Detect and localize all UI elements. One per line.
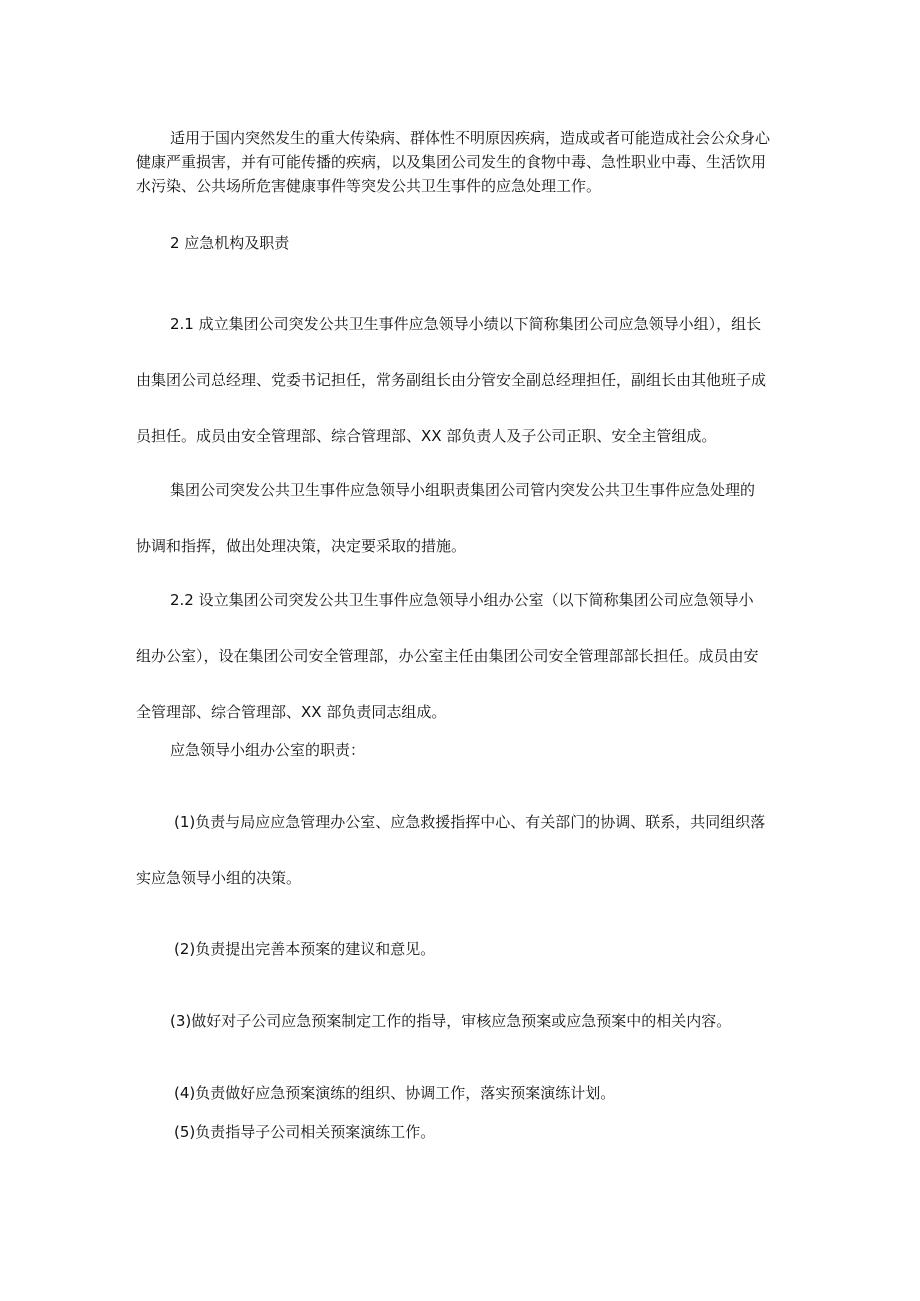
duty-item-1	[136, 794, 786, 906]
group-duty-line-1: 集团公司突发公共卫生事件应急领导小组职责集团公司管内突发公共卫生事件应急处理的	[170, 481, 756, 499]
section-2-1-paragraph	[136, 296, 786, 464]
group-duty-paragraph	[136, 462, 786, 574]
duty-item-4: (4)负责做好应急预案演练的组织、协调工作，落实预案演练计划。	[174, 1084, 616, 1102]
section-heading: 2 应急机构及职责	[170, 234, 290, 252]
scope-paragraph	[136, 126, 786, 198]
group-duty-line-2: 协调和指挥，做出处理决策，决定要采取的措施。	[136, 537, 467, 555]
duty-item-5: (5)负责指导子公司相关预案演练工作。	[174, 1123, 436, 1141]
section-2-1-line-2: 由集团公司总经理、党委书记担任，常务副组长由分管安全副总经理担任，副组长由其他班子成	[136, 371, 767, 389]
section-2-2-line-2: 组办公室），设在集团公司安全管理部，办公室主任由集团公司安全管理部部长担任。成员由安	[136, 647, 759, 665]
duty-item-3: (3)做好对子公司应急预案制定工作的指导，审核应急预案或应急预案中的相关内容。	[170, 1012, 732, 1030]
scope-line-1: 适用于国内突然发生的重大传染病、群体性不明原因疾病，造成或者可能造成社会公众身心	[170, 129, 771, 147]
duty-item-1-line-1: (1)负责与局应应急管理办公室、应急救援指挥中心、有关部门的协调、联系，共同组织落	[174, 813, 766, 831]
section-2-1-line-3: 员担任。成员由安全管理部、综合管理部、XX 部负责人及子公司正职、安全主管组成。	[136, 427, 717, 445]
scope-line-2: 健康严重损害，并有可能传播的疾病，以及集团公司发生的食物中毒、急性职业中毒、生活饮用	[136, 153, 767, 171]
section-2-2-paragraph	[136, 572, 786, 740]
scope-line-3: 水污染、公共场所危害健康事件等突发公共卫生事件的应急处理工作。	[136, 177, 602, 195]
section-2-2-line-1: 2.2 设立集团公司突发公共卫生事件应急领导小组办公室（以下简称集团公司应急领导小	[170, 591, 754, 609]
section-2-2-line-3: 全管理部、综合管理部、XX 部负责同志组成。	[136, 703, 447, 721]
duty-item-2: (2)负责提出完善本预案的建议和意见。	[174, 940, 436, 958]
duty-item-1-line-2: 实应急领导小组的决策。	[136, 869, 302, 887]
section-2-1-line-1: 2.1 成立集团公司突发公共卫生事件应急领导小绩以下简称集团公司应急领导小组），组长	[170, 315, 762, 333]
office-duty-heading: 应急领导小组办公室的职责：	[170, 741, 366, 759]
